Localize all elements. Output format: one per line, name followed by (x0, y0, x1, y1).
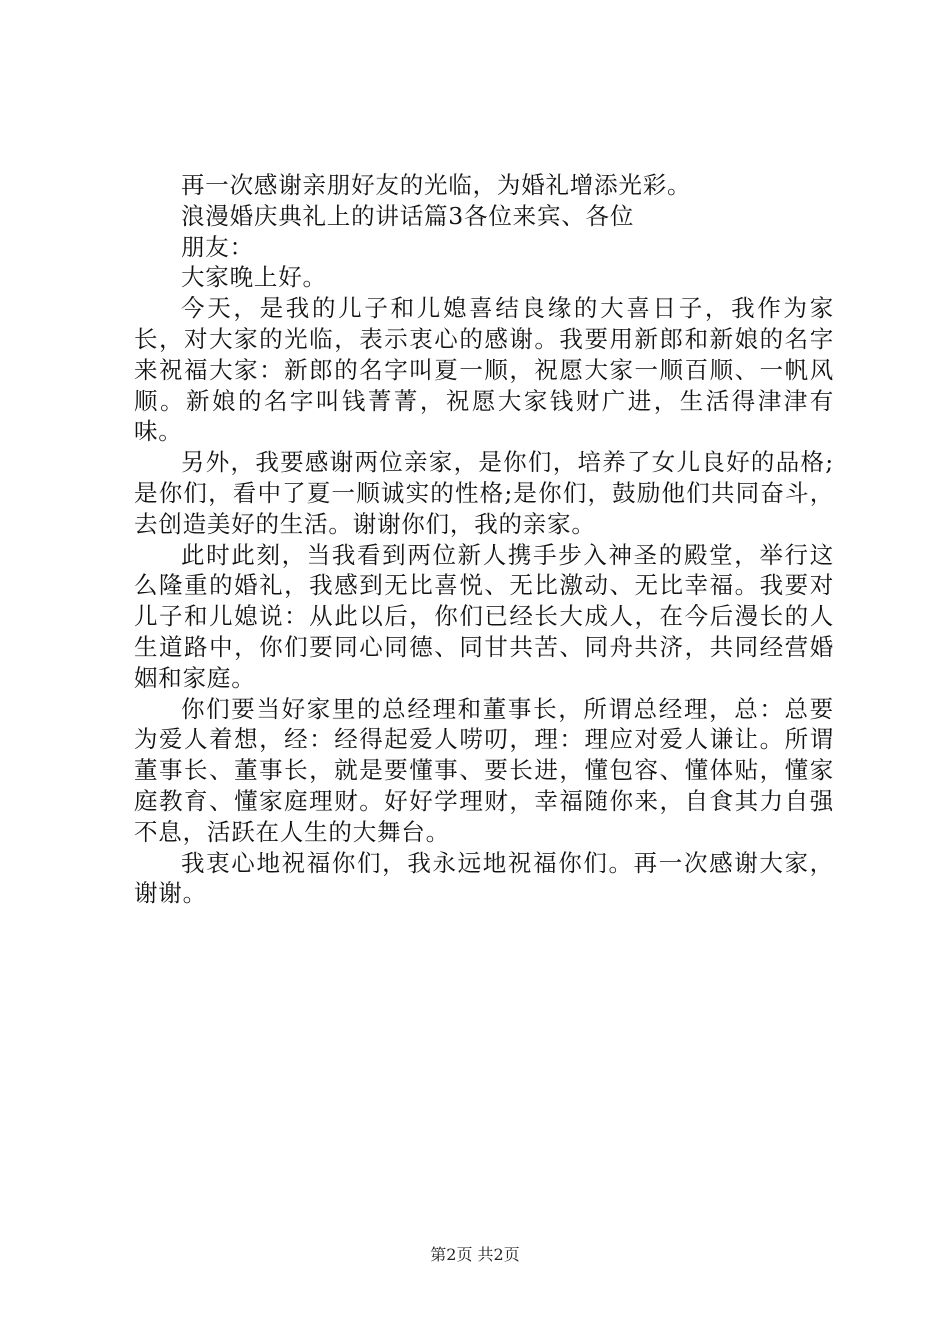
paragraph: 朋友： (181, 232, 254, 261)
paragraph: 我衷心地祝福你们，我永远地祝福你们。再一次感谢大家，谢谢。 (134, 848, 834, 908)
paragraph: 此时此刻，当我看到两位新人携手步入神圣的殿堂，举行这么隆重的婚礼，我感到无比喜悦、无比激动、无比幸福。我要对儿子和儿媳说：从此以后，你们已经长大成人，在今后漫长的人生道路中，你们要同心同德、同甘共苦、同舟共济，共同经营婚姻和家庭。 (134, 540, 834, 692)
paragraph: 你们要当好家里的总经理和董事长，所谓总经理，总：总要为爱人着想，经：经得起爱人唠叨，理：理应对爱人谦让。所谓董事长、董事长，就是要懂事、要长进，懂包容、懂体贴，懂家庭教育、懂家庭理财。好好学理财，幸福随你来，自食其力自强不息，活跃在人生的大舞台。 (134, 694, 834, 846)
paragraph: 再一次感谢亲朋好友的光临，为婚礼增添光彩。 (181, 171, 692, 199)
paragraph: 今天，是我的儿子和儿媳喜结良缘的大喜日子，我作为家长，对大家的光临，表示衷心的感谢。我要用新郎和新娘的名字来祝福大家：新郎的名字叫夏一顺，祝愿大家一顺百顺、一帆风顺。新娘的名字叫钱菁菁，祝愿大家钱财广进，生活得津津有味。 (134, 294, 834, 446)
paragraph: 大家晚上好。 (181, 263, 327, 292)
paragraph: 另外，我要感谢两位亲家，是你们，培养了女儿良好的品格;是你们，看中了夏一顺诚实的性格;是你们，鼓励他们共同奋斗，去创造美好的生活。谢谢你们，我的亲家。 (134, 448, 834, 538)
document-body (134, 170, 834, 909)
paragraph: 浪漫婚庆典礼上的讲话篇3各位来宾、各位 (181, 201, 635, 230)
page-number-footer: 第2页 共2页 (430, 1245, 520, 1264)
